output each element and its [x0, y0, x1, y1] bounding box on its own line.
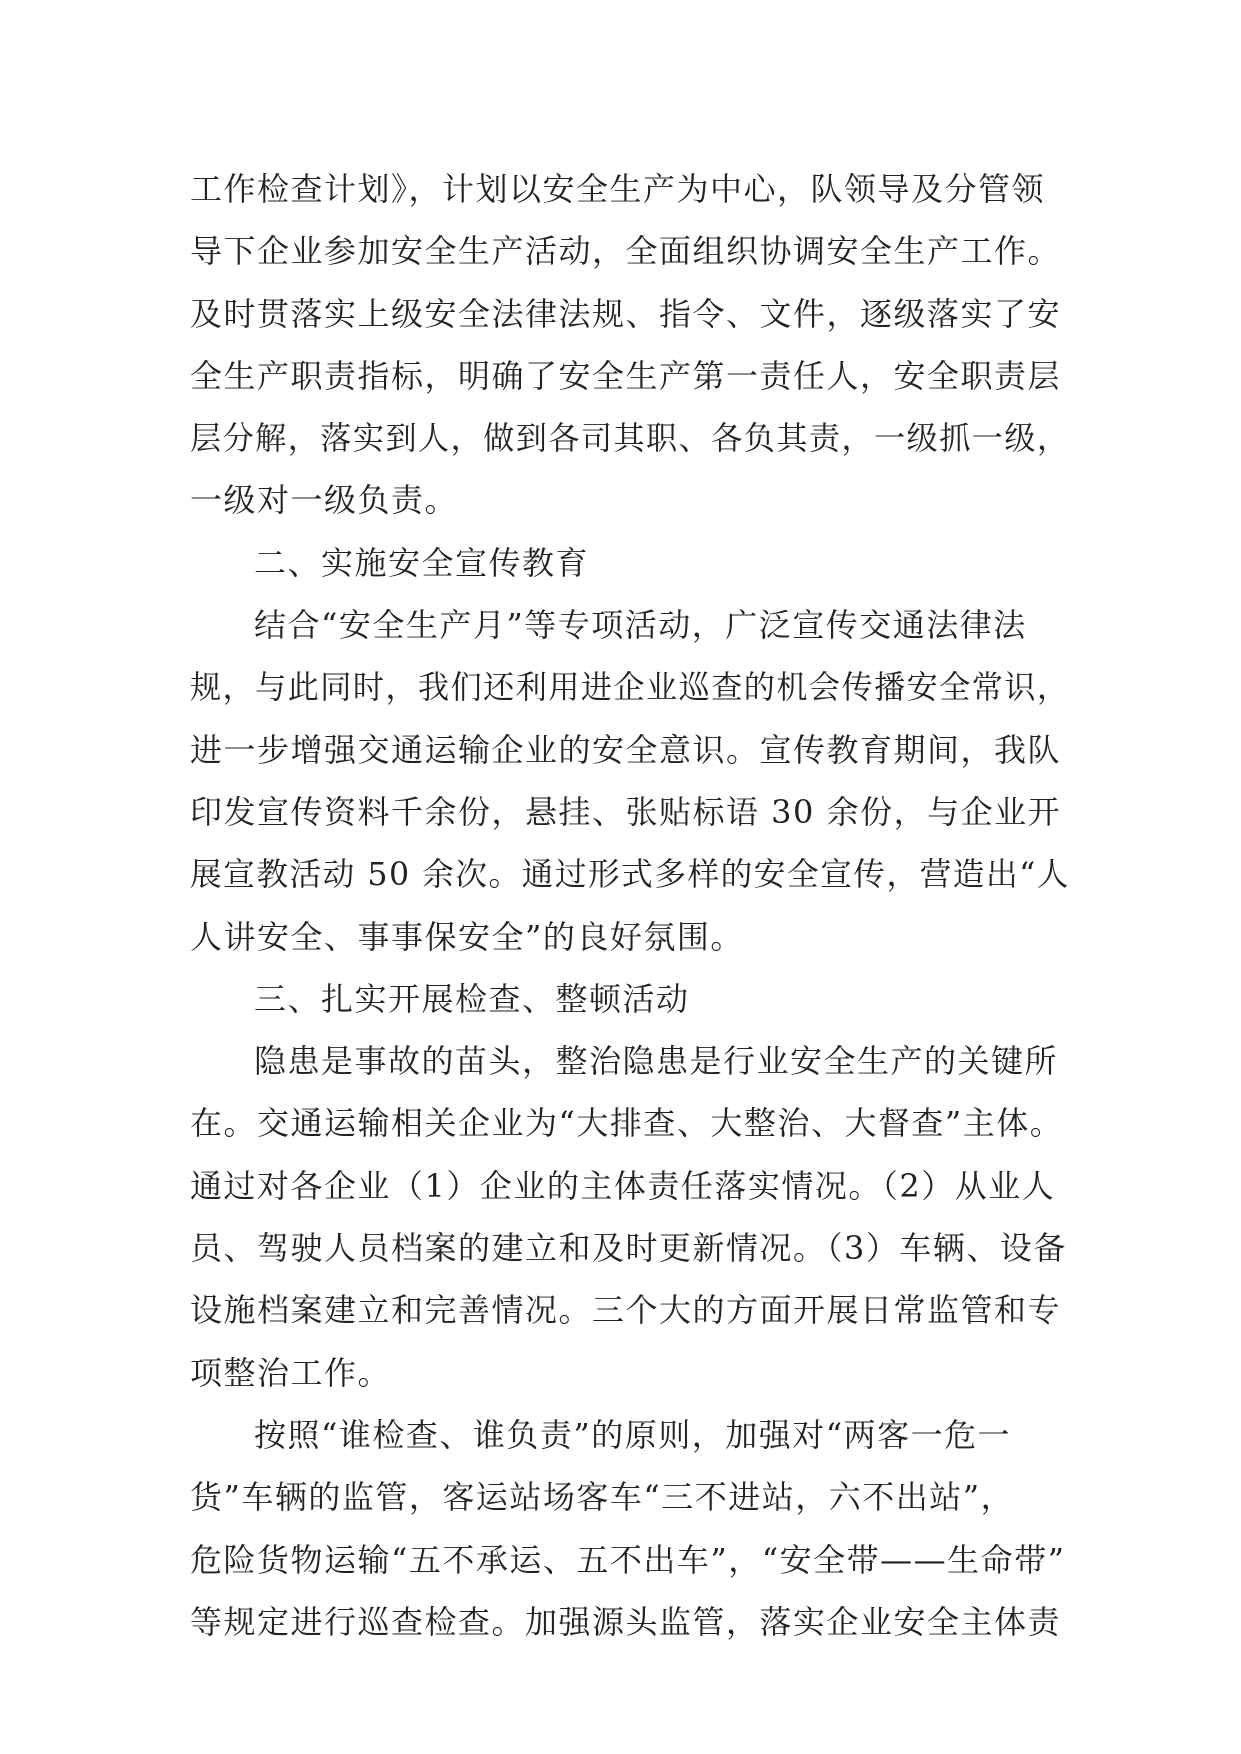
- text-line: 工作检查计划》，计划以安全生产为中心，队领导及分管领: [190, 170, 1046, 208]
- text-line: 规，与此同时，我们还利用进企业巡查的机会传播安全常识，: [190, 668, 1070, 707]
- text-line: 等规定进行巡查检查。加强源头监管，落实企业安全主体责: [190, 1602, 1062, 1641]
- text-line: 在。交通运输相关企业为“大排查、大整治、大督查”主体。: [190, 1104, 1064, 1143]
- text-line: 一级对一级负责。: [190, 481, 459, 520]
- text-line: 危险货物运输“五不承运、五不出车”，“安全带——生命带”: [190, 1540, 1066, 1579]
- text-line: 结合“安全生产月”等专项活动，广泛宣传交通法律法: [254, 606, 1027, 645]
- text-line: 设施档案建立和完善情况。三个大的方面开展日常监管和专: [190, 1291, 1062, 1330]
- text-line: 人讲安全、事事保安全”的良好氛围。: [190, 917, 744, 956]
- text-line: 及时贯落实上级安全法律法规、指令、文件，逐级落实了安: [190, 294, 1062, 333]
- text-line: 员、驾驶人员档案的建立和及时更新情况。（3）车辆、设备: [190, 1229, 1067, 1268]
- text-line: 项整治工作。: [190, 1353, 392, 1392]
- text-line: 二、实施安全宣传教育: [254, 543, 590, 582]
- text-line: 印发宣传资料千余份，悬挂、张贴标语 30 余份，与企业开: [190, 792, 1062, 831]
- text-line: 货”车辆的监管，客运站场客车“三不进站，六不出站”，: [190, 1478, 1015, 1517]
- text-line: 导下企业参加安全生产活动，全面组织协调安全生产工作。: [190, 232, 1062, 271]
- text-line: 隐患是事故的苗头，整治隐患是行业安全生产的关键所: [254, 1042, 1059, 1081]
- document-body: [190, 158, 1070, 1653]
- text-line: 按照“谁检查、谁负责”的原则，加强对“两客一危一: [254, 1415, 1012, 1454]
- text-line: 通过对各企业（1）企业的主体责任落实情况。（2）从业人: [190, 1166, 1056, 1205]
- text-line: 展宣教活动 50 余次。通过形式多样的安全宣传，营造出“人: [190, 855, 1070, 894]
- text-line: 进一步增强交通运输企业的安全意识。宣传教育期间，我队: [190, 730, 1062, 769]
- text-line: 全生产职责指标，明确了安全生产第一责任人，安全职责层: [190, 356, 1062, 395]
- text-line: 层分解，落实到人，做到各司其职、各负其责，一级抓一级，: [190, 419, 1070, 458]
- text-line: 三、扎实开展检查、整顿活动: [254, 979, 690, 1018]
